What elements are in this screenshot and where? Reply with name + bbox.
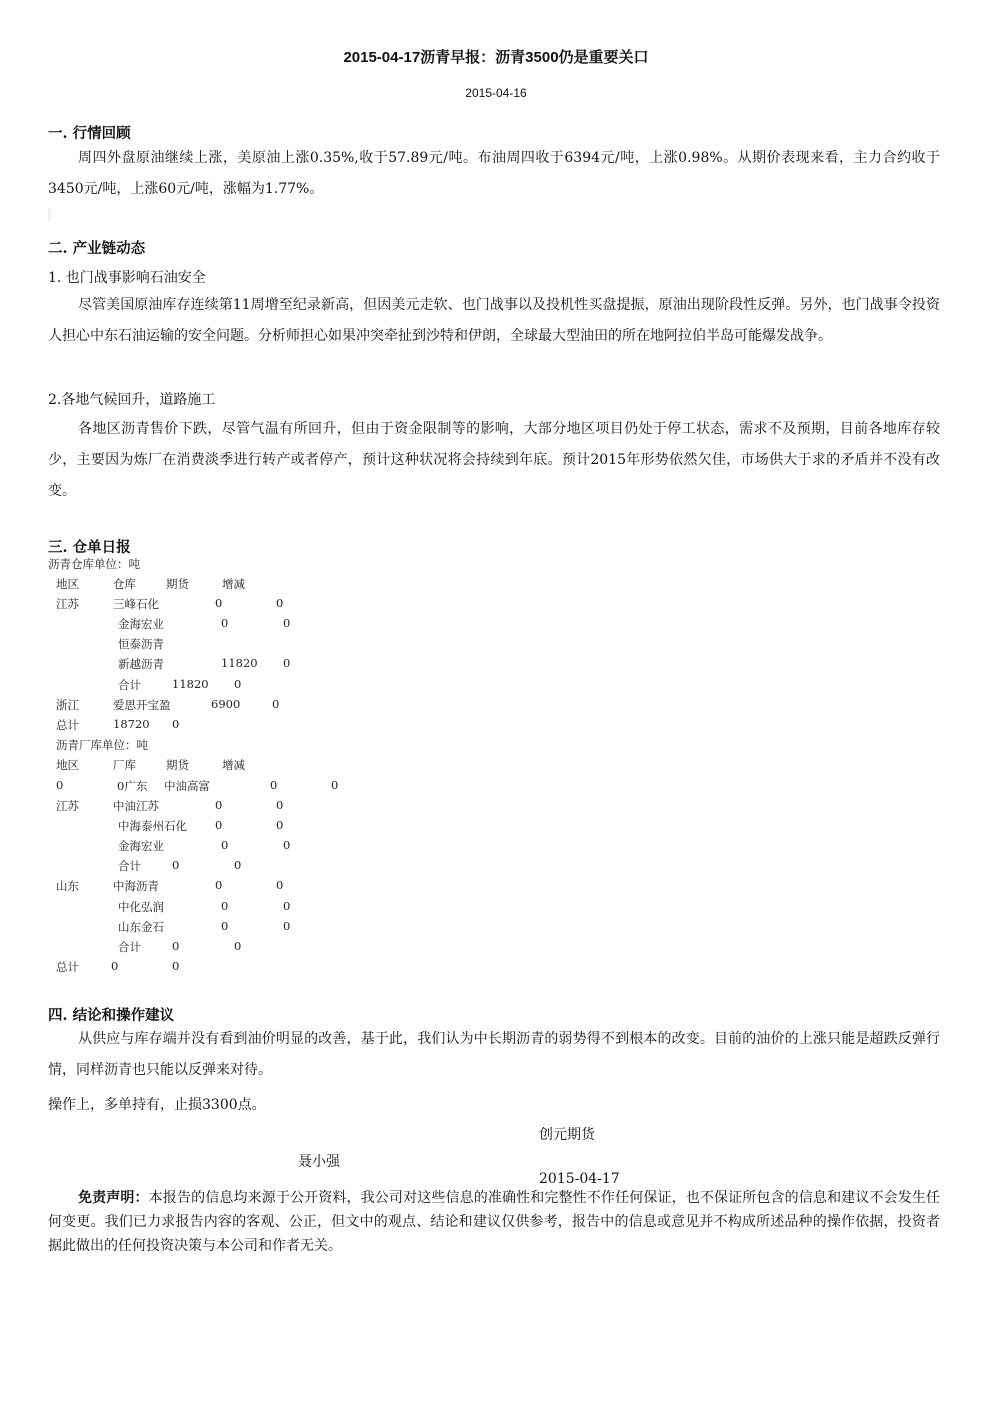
section2-item2-paragraph: 各地区沥青售价下跌，尽管气温有所回升，但由于资金限制等的影响，大部分地区项目仍处于停工状态，需求不及预期，目前各地库存较少，主要因为炼厂在消费淡季进行转产或者停产，预计这种状况将会持续到年底。预计2015年形势依然欠佳，市场供大于求的矛盾并不没有改变。 xyxy=(48,421,940,499)
table-cell: 0 xyxy=(272,697,280,711)
table-cell: 0 xyxy=(283,919,291,933)
table-cell: 合计 xyxy=(118,678,141,692)
table-cell: 0 xyxy=(56,778,64,792)
section1-heading: 一. 行情回顾 xyxy=(48,125,131,142)
table-cell: 0 xyxy=(221,919,229,933)
table-cell: 0 xyxy=(215,878,223,892)
table-cell: 中海泰州石化 xyxy=(118,819,187,833)
table-cell: 0 xyxy=(276,798,284,812)
table-cell: 山东金石 xyxy=(118,920,164,934)
table-cell: 18720 xyxy=(113,717,150,731)
section2-item1-title: 1. 也门战事影响石油安全 xyxy=(48,270,206,286)
table-cell: 11820 xyxy=(221,656,258,670)
table-cell: 0 xyxy=(331,778,339,792)
section1-paragraph: 周四外盘原油继续上涨，美原油上涨0.35%,收于57.89元/吨。布油周四收于6394元/吨，上涨0.98%。从期价表现来看，主力合约收于3450元/吨，上涨60元/吨，涨幅为1.77%。 xyxy=(48,150,940,197)
operation-advice: 操作上，多单持有，止损3300点。 xyxy=(48,1097,266,1113)
section2-heading: 二. 产业链动态 xyxy=(48,240,146,257)
table-cell: 0 xyxy=(215,798,223,812)
table-cell: 山东 xyxy=(56,879,79,893)
factory-header-change: 增减 xyxy=(222,758,245,772)
table-cell: 三峰石化 xyxy=(113,597,159,611)
author-name: 聂小强 xyxy=(298,1154,340,1170)
table-cell: 0 xyxy=(221,838,229,852)
section2-item2-title: 2.各地气候回升，道路施工 xyxy=(48,392,216,408)
table-cell: 0 xyxy=(283,616,291,630)
table-cell: 11820 xyxy=(172,677,209,691)
table-cell: 0 xyxy=(172,959,180,973)
table-cell: 0 xyxy=(270,778,278,792)
section3-heading: 三. 仓单日报 xyxy=(48,539,131,556)
factory-header-futures: 期货 xyxy=(166,758,189,772)
report-title: 2015-04-17沥青早报：沥青3500仍是重要关口 xyxy=(343,49,649,66)
disclaimer-text: 本报告的信息均来源于公开资料，我公司对这些信息的准确性和完整性不作任何保证，也不保证所包含的信息和建议不会发生任何变更。我们已力求报告内容的客观、公正，但文中的观点、结论和建议仅供参考，报告中的信息或意见并不构成所述品种的操作依据，投资者据此做出的任何投资决策与本公司和作者无关。 xyxy=(48,1190,941,1254)
table-cell: 0 xyxy=(234,677,242,691)
table-cell: 中化弘润 xyxy=(118,900,164,914)
warehouse-header-futures: 期货 xyxy=(166,577,189,591)
table-cell: 0 xyxy=(276,878,284,892)
table-cell: 0 xyxy=(276,818,284,832)
section4-paragraph: 从供应与库存端并没有看到油价明显的改善，基于此，我们认为中长期沥青的弱势得不到根本的改变。目前的油价的上涨只能是超跌反弹行情，同样沥青也只能以反弹来对待。 xyxy=(48,1031,940,1078)
table-cell: 中油高富 xyxy=(164,779,210,793)
table-cell: 0 xyxy=(283,656,291,670)
warehouse-header-change: 增减 xyxy=(222,577,245,591)
warehouse-header-region: 地区 xyxy=(56,577,79,591)
table-cell: 总计 xyxy=(56,960,79,974)
table-cell: 0 xyxy=(221,899,229,913)
table-cell: 6900 xyxy=(211,697,241,711)
warehouse-header-depot: 仓库 xyxy=(113,577,136,591)
table-cell: 0 xyxy=(111,959,119,973)
table-cell: 合计 xyxy=(118,859,141,873)
table-cell: 0 xyxy=(283,838,291,852)
table-cell: 0广东 xyxy=(117,779,148,793)
signature-date: 2015-04-17 xyxy=(539,1171,620,1187)
table-cell: 0 xyxy=(172,717,180,731)
disclaimer xyxy=(48,1186,940,1258)
section4-heading: 四. 结论和操作建议 xyxy=(48,1007,175,1024)
table-cell: 0 xyxy=(234,858,242,872)
table-cell: 0 xyxy=(172,858,180,872)
table-cell: 0 xyxy=(215,596,223,610)
table-cell: 合计 xyxy=(118,940,141,954)
table-cell: 恒泰沥青 xyxy=(118,637,164,651)
table-cell: 0 xyxy=(172,939,180,953)
factory-unit: 沥青厂库单位：吨 xyxy=(56,738,148,752)
disclaimer-label: 免责声明： xyxy=(78,1190,149,1206)
table-cell: 江苏 xyxy=(56,597,79,611)
factory-header-region: 地区 xyxy=(56,758,79,772)
table-cell: 爱思开宝盈 xyxy=(113,698,171,712)
company-name: 创元期货 xyxy=(539,1127,595,1143)
table-cell: 0 xyxy=(215,818,223,832)
table-cell: 中海沥青 xyxy=(113,879,159,893)
table-cell: 0 xyxy=(283,899,291,913)
table-cell: 中油江苏 xyxy=(113,799,159,813)
table-cell: 0 xyxy=(221,616,229,630)
text-cursor-marker xyxy=(48,208,51,222)
table-cell: 总计 xyxy=(56,718,79,732)
table-cell: 0 xyxy=(276,596,284,610)
table-cell: 0 xyxy=(234,939,242,953)
table-cell: 新越沥青 xyxy=(118,657,164,671)
factory-header-plant: 厂库 xyxy=(113,758,136,772)
table-cell: 金海宏业 xyxy=(118,839,164,853)
report-date: 2015-04-16 xyxy=(465,86,527,100)
table-cell: 江苏 xyxy=(56,799,79,813)
table-cell: 金海宏业 xyxy=(118,617,164,631)
section2-item1-paragraph: 尽管美国原油库存连续第11周增至纪录新高，但因美元走软、也门战事以及投机性买盘提振，原油出现阶段性反弹。另外，也门战事令投资人担心中东石油运输的安全问题。分析师担心如果冲突牵扯到沙特和伊朗，全球最大型油田的所在地阿拉伯半岛可能爆发战争。 xyxy=(48,297,940,344)
table-cell: 浙江 xyxy=(56,698,79,712)
warehouse-unit: 沥青仓库单位：吨 xyxy=(48,557,140,571)
